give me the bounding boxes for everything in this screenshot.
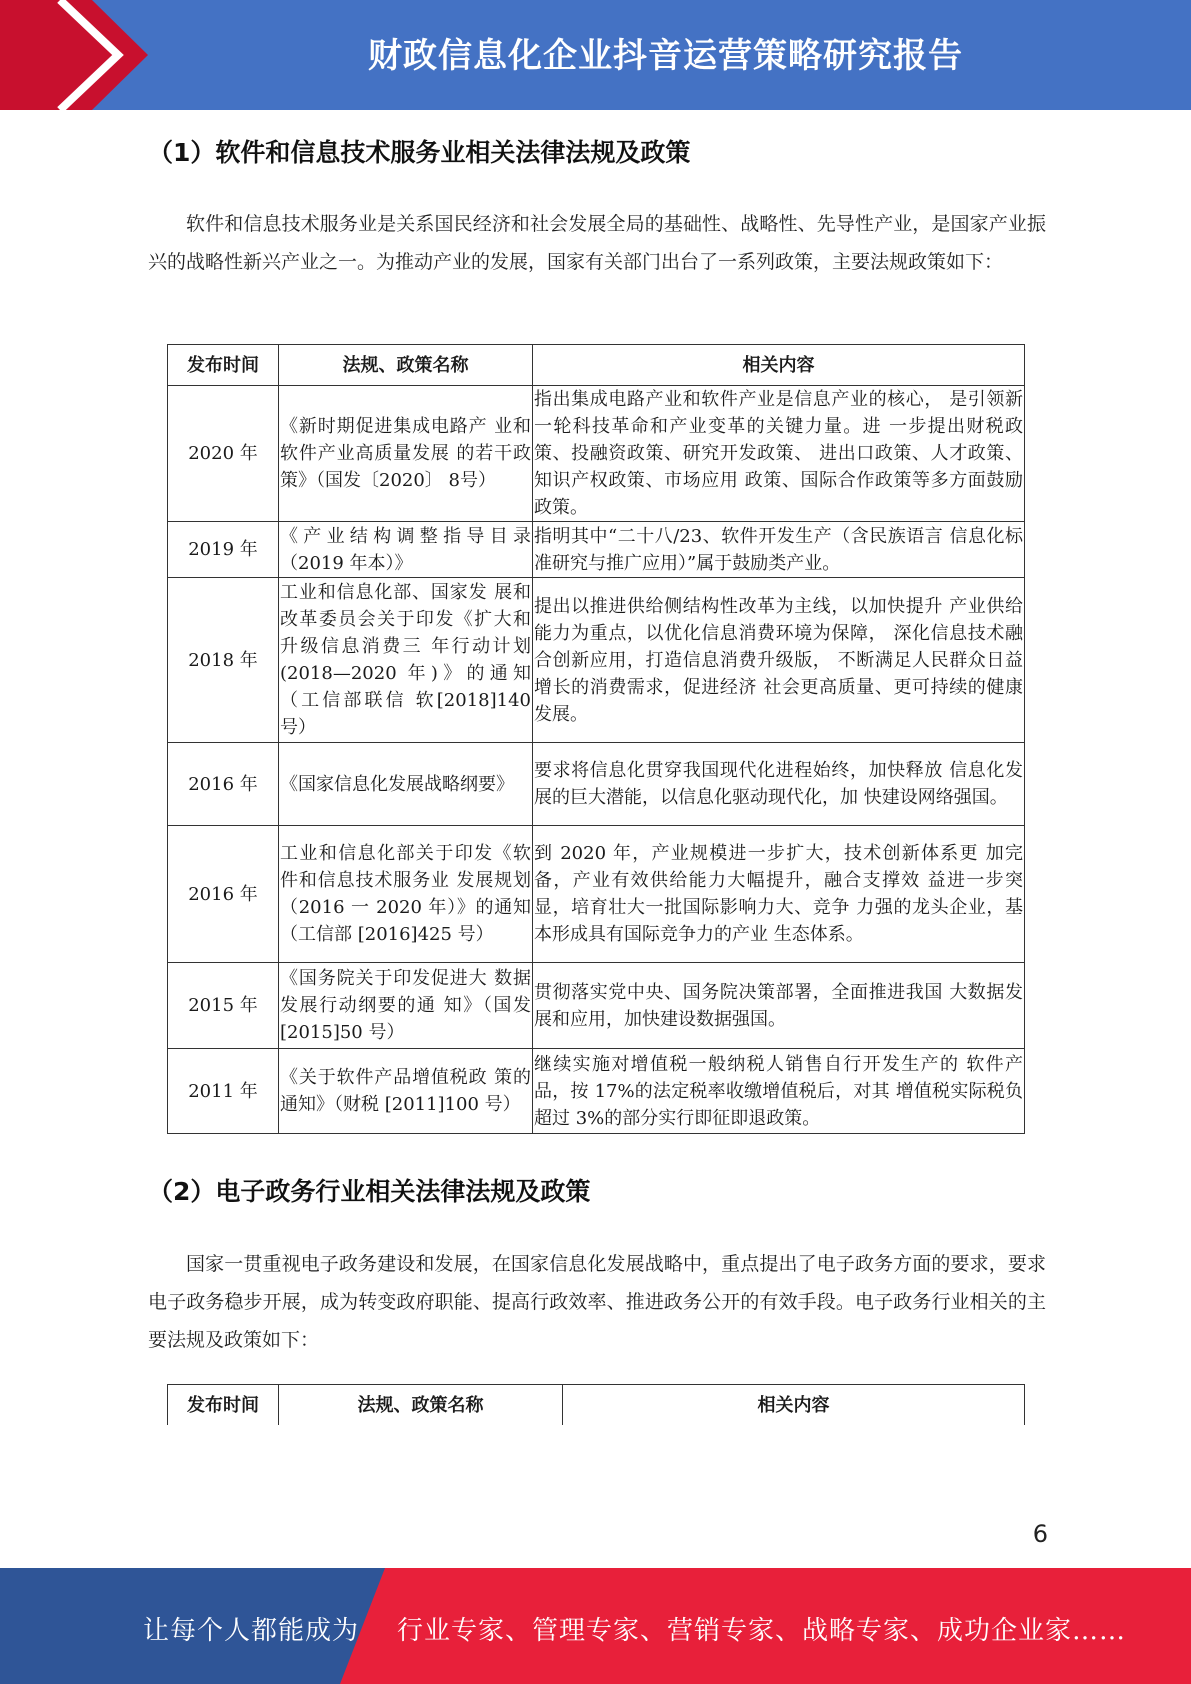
cell-policy-name: 《国家信息化发展战略纲要》 [279, 743, 533, 826]
cell-content: 到 2020 年，产业规模进一步扩大，技术创新体系更 加完备，产业有效供给能力大幅提升，融合支撑效 益进一步突显，培育壮大一批国际影响力大、竞争 力强的龙头企业，基本形成具有国际竞争力的产业 生态体系。 [533, 826, 1025, 963]
header-cell-date: 发布时间 [168, 345, 279, 386]
report-title: 财政信息化企业抖音运营策略研究报告 [368, 36, 963, 76]
cell-policy-name: 工业和信息化部关于印发《软件和信息技术服务业 发展规划（2016 一 2020 年）》的通知（工信部 [2016]425 号） [279, 826, 533, 963]
header-cell-name: 法规、政策名称 [279, 345, 533, 386]
table-row [168, 386, 1025, 522]
report-footer [0, 1568, 1191, 1684]
policy-table-software [167, 344, 1025, 1134]
cell-year: 2016 年 [168, 826, 279, 963]
page-number: 6 [1032, 1520, 1048, 1548]
cell-year: 2016 年 [168, 743, 279, 826]
cell-policy-name: 《国务院关于印发促进大 数据发展行动纲要的通 知》（国发[2015]50 号） [279, 963, 533, 1049]
cell-year: 2019 年 [168, 522, 279, 578]
header-cell-name: 法规、政策名称 [279, 1385, 563, 1426]
section1-paragraph: 软件和信息技术服务业是关系国民经济和社会发展全局的基础性、战略性、先导性产业，是国家产业振兴的战略性新兴产业之一。为推动产业的发展，国家有关部门出台了一系列政策，主要法规政策如下： [148, 213, 1046, 273]
policy-table-egov [167, 1384, 1025, 1425]
table-row [168, 1049, 1025, 1134]
table-row [168, 578, 1025, 743]
report-header [0, 0, 1191, 110]
section2-paragraph: 国家一贯重视电子政务建设和发展，在国家信息化发展战略中，重点提出了电子政务方面的要求，要求电子政务稳步开展，成为转变政府职能、提高行政效率、推进政务公开的有效手段。电子政务行业相关的主要法规及政策如下： [148, 1253, 1046, 1351]
cell-content: 提出以推进供给侧结构性改革为主线，以加快提升 产业供给能力为重点，以优化信息消费环境为保障， 深化信息技术融合创新应用，打造信息消费升级版， 不断满足人民群众日益增长的消费需求，促进经济 社会更高质量、更可持续的健康发展。 [533, 578, 1025, 743]
table-row [168, 963, 1025, 1049]
cell-policy-name: 《关于软件产品增值税政 策的通知》（财税 [2011]100 号） [279, 1049, 533, 1134]
table-header-row [168, 345, 1025, 386]
header-cell-date: 发布时间 [168, 1385, 279, 1426]
table-row [168, 826, 1025, 963]
footer-slogan-left: 让每个人都能成为 [143, 1616, 360, 1646]
section2-heading: （2）电子政务行业相关法律法规及政策 [148, 1177, 591, 1206]
table-header-row [168, 1385, 1025, 1426]
cell-policy-name: 《产业结构调整指导目录（2019 年本）》 [279, 522, 533, 578]
table-row [168, 743, 1025, 826]
cell-content: 继续实施对增值税一般纳税人销售自行开发生产的 软件产品，按 17%的法定税率收缴增值税后，对其 增值税实际税负超过 3%的部分实行即征即退政策。 [533, 1049, 1025, 1134]
header-cell-content: 相关内容 [533, 345, 1025, 386]
table-row [168, 522, 1025, 578]
cell-content: 要求将信息化贯穿我国现代化进程始终，加快释放 信息化发展的巨大潜能，以信息化驱动现代化，加 快建设网络强国。 [533, 743, 1025, 826]
footer-slogan-right: 行业专家、管理专家、营销专家、战略专家、成功企业家…… [397, 1616, 1127, 1646]
cell-year: 2011 年 [168, 1049, 279, 1134]
cell-policy-name: 工业和信息化部、国家发 展和改革委员会关于印发《扩大和升级信息消费三 年行动计划(2018—2020 年)》的通知（工信部联信 软[2018]140 号） [279, 578, 533, 743]
cell-content: 指出集成电路产业和软件产业是信息产业的核心， 是引领新一轮科技革命和产业变革的关键力量。进 一步提出财税政策、投融资政策、研究开发政策、 进出口政策、人才政策、知识产权政策、市场应用 政策、国际合作政策等多方面鼓励政策。 [533, 386, 1025, 522]
cell-year: 2015 年 [168, 963, 279, 1049]
cell-policy-name: 《新时期促进集成电路产 业和软件产业高质量发展 的若干政策》（国发〔2020〕 8号） [279, 386, 533, 522]
header-cell-content: 相关内容 [563, 1385, 1025, 1426]
cell-year: 2018 年 [168, 578, 279, 743]
cell-content: 指明其中“二十八/23、软件开发生产（含民族语言 信息化标准研究与推广应用）”属于鼓励类产业。 [533, 522, 1025, 578]
cell-year: 2020 年 [168, 386, 279, 522]
cell-content: 贯彻落实党中央、国务院决策部署，全面推进我国 大数据发展和应用，加快建设数据强国。 [533, 963, 1025, 1049]
section1-heading: （1）软件和信息技术服务业相关法律法规及政策 [148, 138, 691, 167]
